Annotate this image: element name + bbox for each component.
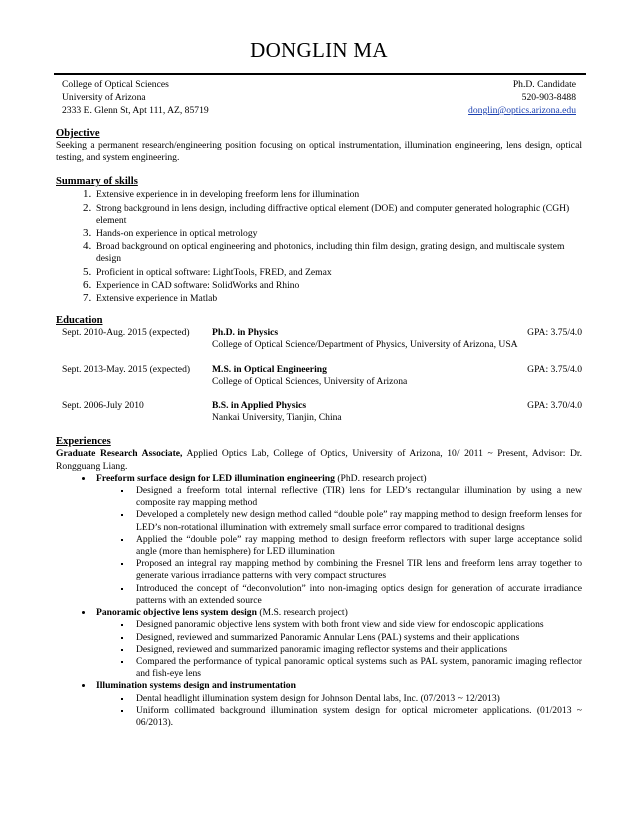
education-school: College of Optical Science/Department of Physics, University of Arizona, USA — [212, 339, 518, 351]
projects-list — [56, 473, 582, 729]
project-item — [94, 680, 582, 729]
role-line — [56, 448, 582, 472]
skill-item: 4. Broad background on optical engineering and photonics, including thin film design, grating design, and multiscale system design — [94, 240, 582, 265]
header-divider — [54, 73, 586, 75]
project-bullet: ▪ Compared the performance of typical panoramic optical systems such as PAL system, panoramic imaging reflector and fish-eye lens — [132, 656, 582, 680]
education-entry — [62, 364, 582, 388]
project-bullet: ▪ Dental headlight illumination system design for Johnson Dental labs, Inc. (07/2013 ~ 12/2013) — [132, 693, 582, 705]
project-bullet: ▪ Uniform collimated background illumination system design for optical micrometer applications. (01/2013 ~ 06/2013). — [132, 705, 582, 729]
education-gpa: GPA: 3.70/4.0 — [527, 400, 582, 412]
skill-item: 5. Proficient in optical software: LightTools, FRED, and Zemax — [94, 266, 582, 279]
project-bullet: ▪ Applied the “double pole” ray mapping method to design freeform reflectors with super large acceptance solid angle (more than hemisphere) for LED illumination — [132, 534, 582, 558]
education-entry — [62, 400, 582, 424]
education-date: Sept. 2010-Aug. 2015 (expected) — [62, 327, 190, 339]
education-degree: Ph.D. in Physics — [212, 327, 279, 339]
project-title: Freeform surface design for LED illumination engineering — [96, 472, 335, 484]
project-bullet: ▪ Developed a completely new design method called “double pole” ray mapping method to design freeform lenses for LED’s non-rotational illumination with extremely small surface error compared to traditional designs — [132, 509, 582, 533]
education-date: Sept. 2006-July 2010 — [62, 400, 144, 412]
contact-university: University of Arizona — [62, 92, 146, 103]
contact-email-link[interactable]: donglin@optics.arizona.edu — [468, 105, 576, 116]
project-item — [94, 607, 582, 680]
objective-text: Seeking a permanent research/engineering position focusing on optical instrumentation, illumination engineering, lens design, optical testing, and system engineering. — [56, 140, 582, 164]
project-bullets — [96, 693, 582, 730]
contact-title: Ph.D. Candidate — [512, 79, 576, 90]
education-gpa: GPA: 3.75/4.0 — [527, 327, 582, 339]
education-gpa: GPA: 3.75/4.0 — [527, 363, 582, 375]
skills-heading: Summary of skills — [56, 176, 138, 188]
skill-item: 7. Extensive experience in Matlab — [94, 292, 582, 305]
skill-item: 2. Strong background in lens design, including diffractive optical element (DOE) and computer generated holographic (CGH) element — [94, 202, 582, 227]
skill-item: 3. Hands-on experience in optical metrology — [94, 227, 582, 240]
contact-phone: 520-903-8488 — [521, 92, 576, 103]
education-date: Sept. 2013-May. 2015 (expected) — [62, 363, 191, 375]
education-degree: M.S. in Optical Engineering — [212, 363, 327, 375]
project-bullet: ▪ Designed, reviewed and summarized panoramic imaging reflector systems and their applications — [132, 644, 582, 656]
role-details: Applied Optics Lab, College of Optics, University of Arizona, 10/ 2011 ~ Present, Advisor: Dr. Rongguang Liang. — [56, 448, 582, 472]
project-item — [94, 473, 582, 607]
contact-address: 2333 E. Glenn St, Apt 111, AZ, 85719 — [62, 105, 209, 116]
experiences-heading: Experiences — [56, 436, 111, 448]
project-bullets — [96, 619, 582, 680]
project-bullet: ▪ Designed a freeform total internal reflective (TIR) lens for LED’s rectangular illumination by using a new composite ray mapping method — [132, 485, 582, 509]
candidate-name: DONGLIN MA — [250, 38, 388, 62]
education-school: Nankai University, Tianjin, China — [212, 412, 342, 424]
skills-list — [56, 188, 582, 305]
project-title: Panoramic objective lens system design — [96, 607, 257, 619]
contact-department: College of Optical Sciences — [62, 79, 169, 90]
project-note: (PhD. research project) — [334, 472, 427, 484]
project-bullet: ▪ Designed, reviewed and summarized Panoramic Annular Lens (PAL) systems and their applications — [132, 632, 582, 644]
education-school: College of Optical Sciences, University of Arizona — [212, 375, 408, 387]
contact-block — [62, 78, 576, 117]
project-note: (M.S. research project) — [256, 607, 348, 619]
education-entry — [62, 327, 582, 351]
project-title: Illumination systems design and instrumentation — [96, 680, 296, 692]
education-heading: Education — [56, 315, 103, 327]
project-bullet: ▪ Designed panoramic objective lens system with both front view and side view for endoscopic applications — [132, 619, 582, 631]
skill-item: 1. Extensive experience in in developing freeform lens for illumination — [94, 188, 582, 201]
project-bullet: ▪ Proposed an integral ray mapping method by combining the Fresnel TIR lens and freeform lens array together to generate various irradiance patterns with very compact structures — [132, 558, 582, 582]
education-degree: B.S. in Applied Physics — [212, 400, 307, 412]
skill-item: 6. Experience in CAD software: SolidWorks and Rhino — [94, 279, 582, 292]
project-bullets — [96, 485, 582, 607]
project-bullet: ▪ Introduced the concept of “deconvolution” into non-imaging optics design for generation of accurate irradiance patterns with an extended source — [132, 583, 582, 607]
objective-heading: Objective — [56, 128, 100, 139]
resume-content — [56, 127, 582, 729]
role-title: Graduate Research Associate, — [56, 448, 183, 460]
education-list — [62, 327, 582, 424]
